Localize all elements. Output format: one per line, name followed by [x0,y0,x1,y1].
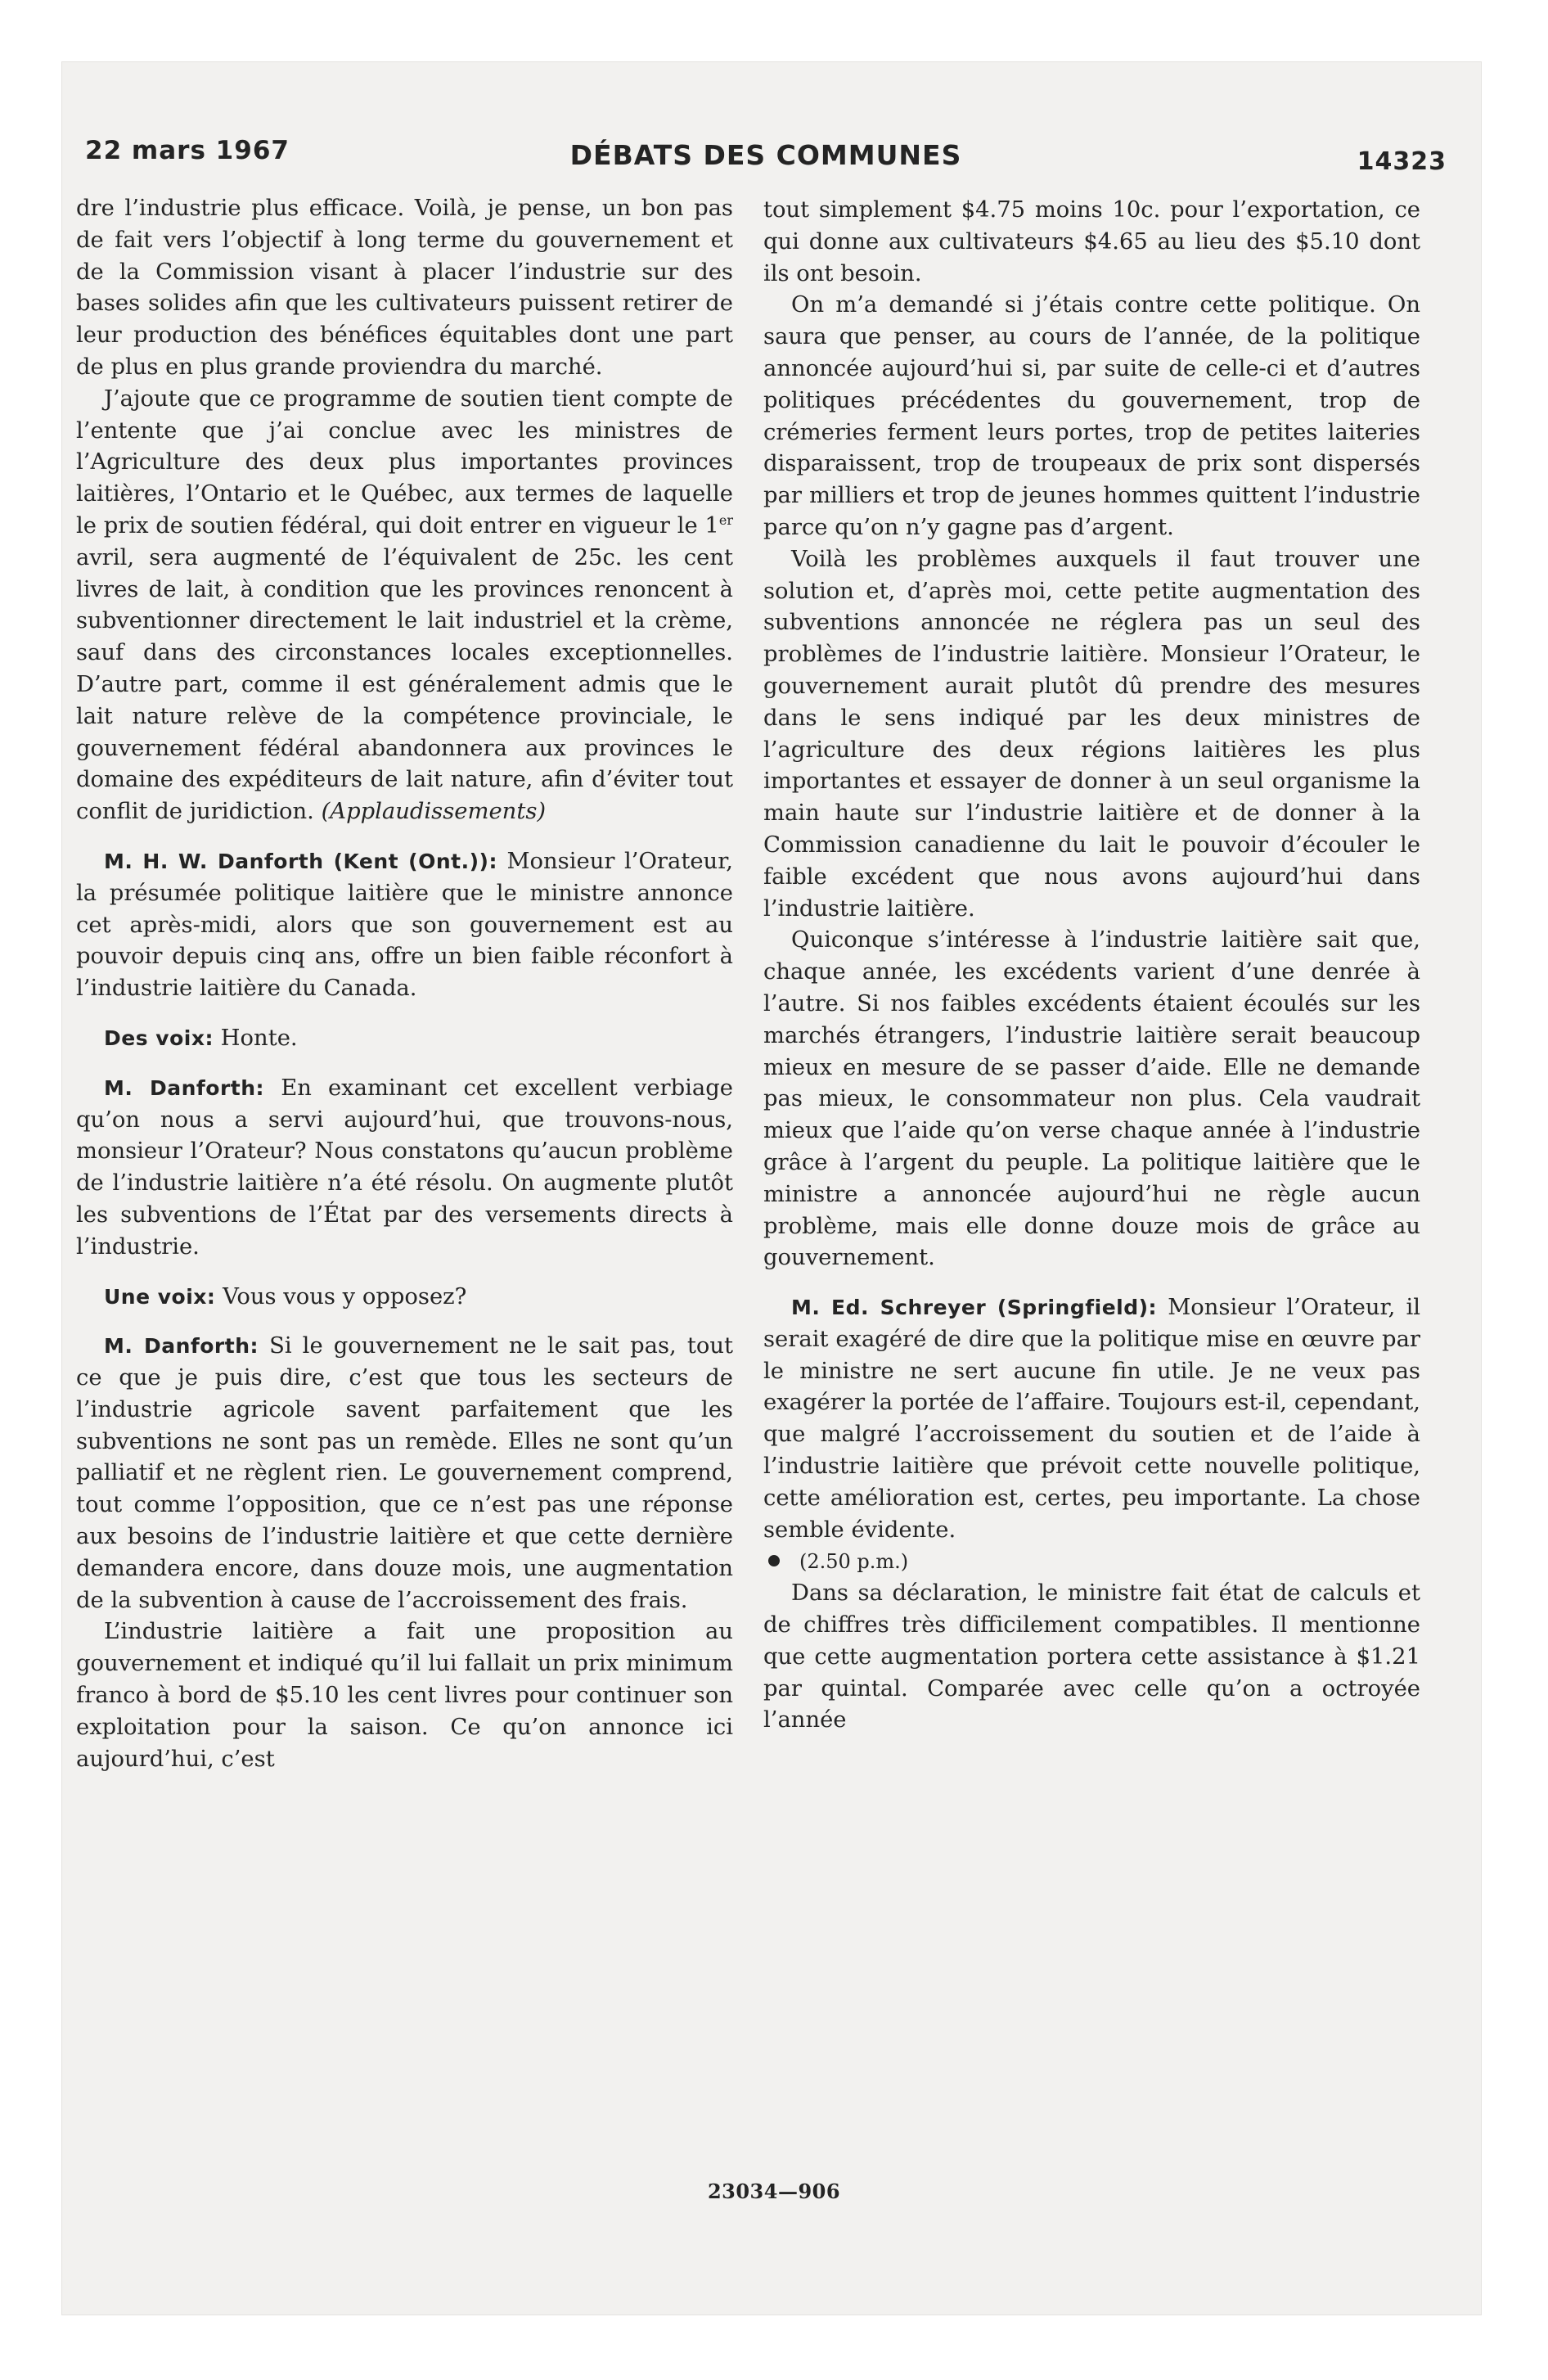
speaker-name: M. Danforth: [104,1075,265,1100]
paragraph: Dans sa déclaration, le ministre fait état de calculs et de chiffres très difficilement compatibles. Il mentionne que cette augmentation portera cette assistance à $1.21 par quintal. Comparée avec celle qu’on a octroyée l’année [763,1580,1420,1733]
speech-text: En examinant cet excellent verbiage qu’on nous a servi aujourd’hui, que trouvons-nous, monsieur l’Orateur? Nous constatons qu’aucun problème de l’industrie laitière n’a été résolu. On augmente plutôt les subventions de l’État par des versements directs à l’industrie. [76,1075,733,1260]
speech-text: Vous vous y opposez? [215,1283,467,1309]
paragraph-text: avril, sera augmenté de l’équivalent de 25c. les cent livres de lait, à condition que les provinces renoncent à subventionner directement le lait industriel et la crème, sauf dans des circonstances locales exceptionnelles. D’autre part, comme il est généralement admis que le lait nature relève de la compétence provinciale, le gouvernement fédéral abandonnera aux provinces le domaine des expéditeurs de lait nature, afin d’éviter tout conflit de juridiction. [76,544,733,825]
header-title: DÉBATS DES COMMUNES [569,139,962,171]
time-marker [763,1546,1420,1578]
speech-text: Monsieur l’Orateur, la présumée politique laitière que le ministre annonce cet après-midi, alors que son gouvernement est au pouvoir depuis cinq ans, offre un bien faible réconfort à l’industrie laitière du Canada. [76,848,733,1002]
paragraph: tout simplement $4.75 moins 10c. pour l’exportation, ce qui donne aux cultivateurs $4.65 au lieu des $5.10 dont ils ont besoin. [763,197,1420,286]
applause-note: (Applaudissements) [321,799,547,825]
page-header [85,136,1447,177]
paragraph-text: J’ajoute que ce programme de soutien tient compte de l’entente que j’ai conclue avec les ministres de l’Agriculture des deux plus importantes provinces laitières, l’Ontario et le Québec, aux termes de laquelle le prix de soutien fédéral, qui doit entrer en vigueur le 1 [76,385,733,539]
speaker-name: M. H. W. Danforth (Kent (Ont.)): [104,849,497,873]
right-column [763,195,1420,1737]
page-number: 14323 [1357,147,1447,176]
speech [763,1292,1420,1546]
paragraph [76,384,733,828]
speech [76,1331,733,1616]
speech [76,1282,733,1314]
speech-text: Si le gouvernement ne le sait pas, tout ce que je puis dire, c’est que tous les secteurs de l’industrie agricole savent parfaitement que les subventions ne sont pas un remède. Elles ne sont qu’un palliatif et ne règlent rien. Le gouvernement comprend, tout comme l’opposition, que ce n’est pas une réponse aux besoins de l’industrie laitière et que cette dernière demandera encore, dans douze mois, une augmentation de la subvention à cause de l’accroissement des frais. [76,1333,733,1613]
header-date: 22 mars 1967 [85,136,290,165]
time-stamp: (2.50 p.m.) [799,1550,909,1574]
speech-text: Honte. [213,1025,298,1051]
speaker-name: Des voix: [104,1025,214,1050]
speaker-name: M. Ed. Schreyer (Springfield): [791,1296,1158,1320]
speech [76,1073,733,1264]
paragraph: On m’a demandé si j’étais contre cette politique. On saura que penser, au cours de l’année, de la politique annoncée aujourd’hui si, par suite de celle-ci et d’autres politiques précédentes du gouvernement, trop de crémeries ferment leurs portes, trop de petites laiteries disparaissent, trop de troupeaux de prix sont dispersés par milliers et trop de jeunes hommes quittent l’industrie parce qu’on n’y gagne pas d’argent. [763,292,1420,540]
speech [76,846,733,1005]
speech-text: Monsieur l’Orateur, il serait exagéré de dire que la politique mise en œuvre par le ministre ne sert aucune fin utile. Je ne veux pas exagérer la portée de l’affaire. Toujours est-il, cependant, que malgré l’accroissement du soutien et de l’aide à l’industrie laitière que prévoit cette nouvelle politique, cette amélioration est, certes, peu importante. La chose semble évidente. [763,1295,1421,1543]
speaker-name: M. Danforth: [104,1334,259,1359]
paragraph: L’industrie laitière a fait une proposition au gouvernement et indiqué qu’il lui fallait un prix minimum franco à bord de $5.10 les cent livres pour continuer son exploitation pour la saison. Ce qu’on annonce ici aujourd’hui, c’est [76,1619,733,1772]
superscript: er [718,512,733,528]
speaker-name: Une voix: [104,1284,216,1309]
paragraph: dre l’industrie plus efficace. Voilà, je pense, un bon pas de fait vers l’objectif à long terme du gouvernement et de la Commission visant à placer l’industrie sur des bases solides afin que les cultivateurs puissent retirer de leur production des bénéfices équitables dont une part de plus en plus grande proviendra du marché. [76,196,733,380]
paragraph: Voilà les problèmes auxquels il faut trouver une solution et, d’après moi, cette petite augmentation des subventions annoncée ne réglera pas un seul des problèmes de l’industrie laitière. Monsieur l’Orateur, le gouvernement aurait plutôt dû prendre des mesures dans le sens indiqué par les deux ministres de l’agriculture des deux régions laitières les plus importantes et essayer de donner à un seul organisme la main haute sur l’industrie laitière et de donner à la Commission canadienne du lait le pouvoir d’écouler le faible excédent que nous avons aujourd’hui dans l’industrie laitière. [763,546,1420,922]
bullet-icon [768,1555,780,1566]
speech [76,1023,733,1055]
paragraph: Quiconque s’intéresse à l’industrie laitière sait que, chaque année, les excédents varient d’une denrée à l’autre. Si nos faibles excédents étaient écoulés sur les marchés étrangers, l’industrie laitière serait beaucoup mieux en mesure de se passer d’aide. Elle ne demande pas mieux, le consommateur non plus. Cela vaudrait mieux que l’aide qu’on verse chaque année à l’industrie grâce à l’argent du peuple. La politique laitière que le ministre a annoncée aujourd’hui ne règle aucun problème, mais elle donne douze mois de grâce au gouvernement. [763,927,1420,1271]
left-column [76,193,733,1775]
page-footer-code: 23034—906 [707,2179,841,2203]
